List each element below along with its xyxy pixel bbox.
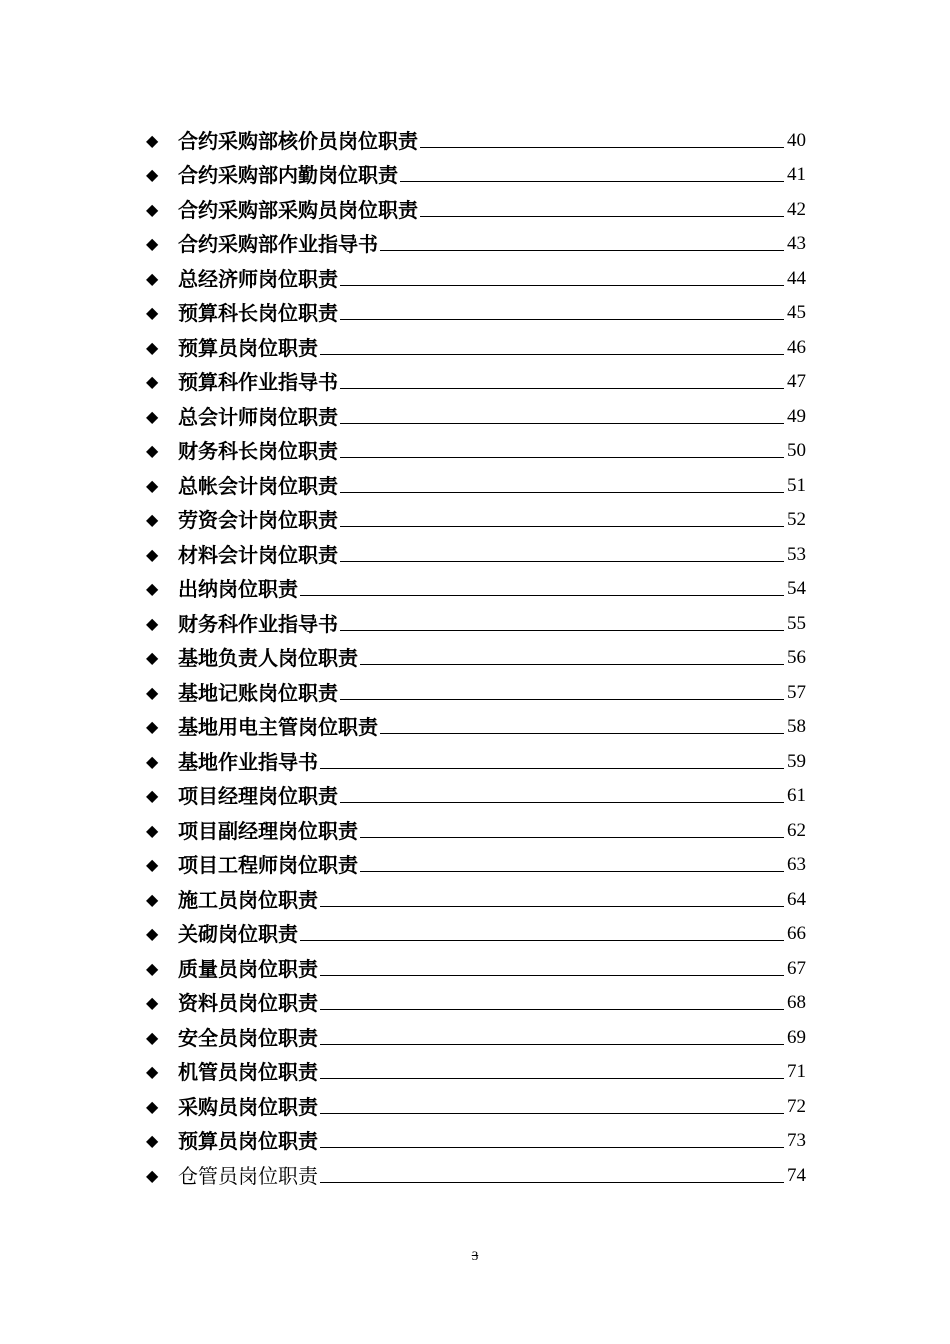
toc-entry-title: 仓管员岗位职责 <box>178 1163 318 1188</box>
toc-entry-title: 关砌岗位职责 <box>178 922 298 946</box>
diamond-bullet-icon: ◆ <box>146 130 159 150</box>
diamond-bullet-icon: ◆ <box>146 199 159 219</box>
toc-leader-line <box>340 284 784 286</box>
toc-leader-line <box>320 1112 784 1114</box>
toc-entry[interactable] <box>144 844 806 879</box>
diamond-bullet-icon: ◆ <box>146 682 159 702</box>
diamond-bullet-icon: ◆ <box>146 268 159 288</box>
diamond-bullet-icon: ◆ <box>146 613 159 633</box>
diamond-bullet-icon: ◆ <box>146 337 159 357</box>
toc-leader-line <box>300 594 784 596</box>
diamond-bullet-icon: ◆ <box>146 475 159 495</box>
toc-entry-page: 51 <box>787 474 806 496</box>
toc-entry-title: 财务科作业指导书 <box>178 611 338 636</box>
toc-leader-line <box>320 1043 784 1045</box>
toc-entry-page: 44 <box>787 267 806 289</box>
toc-entry-page: 73 <box>787 1130 806 1151</box>
toc-entry[interactable] <box>144 775 806 810</box>
toc-entry-page: 64 <box>787 888 806 910</box>
toc-leader-line <box>320 1008 784 1010</box>
toc-entry-page: 45 <box>787 302 806 323</box>
toc-entry[interactable] <box>144 1085 806 1120</box>
toc-entry-page: 42 <box>787 198 806 220</box>
diamond-bullet-icon: ◆ <box>146 820 159 840</box>
toc-entry-page: 40 <box>787 129 806 151</box>
toc-entry-title: 质量员岗位职责 <box>178 956 318 981</box>
toc-leader-line <box>340 422 784 424</box>
toc-leader-line <box>340 698 784 700</box>
diamond-bullet-icon: ◆ <box>146 1027 159 1047</box>
diamond-bullet-icon: ◆ <box>146 406 159 426</box>
toc-leader-line <box>380 732 784 734</box>
toc-entry-page: 55 <box>787 612 806 634</box>
page-number: 3 <box>471 1248 479 1263</box>
diamond-bullet-icon: ◆ <box>146 855 159 874</box>
diamond-bullet-icon: ◆ <box>146 889 159 909</box>
toc-entry-title: 基地用电主管岗位职责 <box>178 715 378 739</box>
toc-entry-page: 41 <box>787 164 806 185</box>
toc-entry[interactable] <box>144 1051 806 1086</box>
toc-leader-line <box>340 387 784 389</box>
toc-entry[interactable] <box>144 533 806 568</box>
toc-entry-title: 安全员岗位职责 <box>178 1025 318 1050</box>
toc-entry-page: 57 <box>787 681 806 703</box>
diamond-bullet-icon: ◆ <box>146 1131 159 1150</box>
toc-entry-page: 69 <box>787 1026 806 1048</box>
toc-leader-line <box>300 939 784 941</box>
diamond-bullet-icon: ◆ <box>146 1165 159 1185</box>
toc-entry-page: 54 <box>787 578 806 599</box>
toc-entry[interactable] <box>144 395 806 430</box>
toc-entry-title: 合约采购部内勤岗位职责 <box>178 163 398 187</box>
diamond-bullet-icon: ◆ <box>146 1062 159 1081</box>
toc-entry[interactable] <box>144 223 806 258</box>
toc-leader-line <box>340 491 784 493</box>
diamond-bullet-icon: ◆ <box>146 924 159 943</box>
toc-leader-line <box>320 767 784 769</box>
toc-leader-line <box>340 801 784 803</box>
toc-entry-page: 53 <box>787 543 806 565</box>
toc-leader-line <box>400 180 784 182</box>
toc-entry[interactable] <box>144 568 806 603</box>
toc-entry[interactable] <box>144 1016 806 1051</box>
toc-entry[interactable] <box>144 706 806 741</box>
diamond-bullet-icon: ◆ <box>146 441 159 460</box>
toc-entry[interactable] <box>144 913 806 948</box>
toc-entry-title: 机管员岗位职责 <box>178 1060 318 1084</box>
toc-entry[interactable] <box>144 671 806 706</box>
diamond-bullet-icon: ◆ <box>146 579 159 598</box>
toc-entry-title: 采购员岗位职责 <box>178 1094 318 1119</box>
toc-entry-page: 74 <box>787 1164 806 1186</box>
toc-entry[interactable] <box>144 119 806 154</box>
toc-leader-line <box>320 905 784 907</box>
toc-entry-title: 施工员岗位职责 <box>178 887 318 912</box>
toc-leader-line <box>340 629 784 631</box>
toc-entry[interactable] <box>144 602 806 637</box>
toc-entry-page: 61 <box>787 785 806 806</box>
toc-leader-line <box>320 974 784 976</box>
diamond-bullet-icon: ◆ <box>146 958 159 978</box>
toc-entry-title: 财务科长岗位职责 <box>178 439 338 463</box>
diamond-bullet-icon: ◆ <box>146 165 159 184</box>
toc-leader-line <box>340 525 784 527</box>
toc-entry-title: 出纳岗位职责 <box>178 577 298 601</box>
diamond-bullet-icon: ◆ <box>146 648 159 667</box>
toc-entry-title: 基地记账岗位职责 <box>178 680 338 705</box>
toc-entry-page: 49 <box>787 405 806 427</box>
toc-entry-title: 预算科长岗位职责 <box>178 301 338 325</box>
toc-entry-page: 71 <box>787 1061 806 1082</box>
toc-leader-line <box>360 663 784 665</box>
diamond-bullet-icon: ◆ <box>146 544 159 564</box>
toc-entry-page: 72 <box>787 1095 806 1117</box>
toc-leader-line <box>340 560 784 562</box>
toc-entry-title: 总帐会计岗位职责 <box>178 473 338 498</box>
toc-entry-page: 68 <box>787 992 806 1013</box>
toc-entry-title: 总会计师岗位职责 <box>178 404 338 429</box>
toc-entry[interactable] <box>144 154 806 189</box>
toc-entry-page: 50 <box>787 440 806 461</box>
toc-leader-line <box>340 456 784 458</box>
toc-entry[interactable] <box>144 740 806 775</box>
diamond-bullet-icon: ◆ <box>146 751 159 771</box>
toc-entry-title: 预算员岗位职责 <box>178 335 318 360</box>
toc-entry-page: 47 <box>787 371 806 392</box>
toc-entry-title: 项目副经理岗位职责 <box>178 818 358 843</box>
toc-entry-page: 63 <box>787 854 806 875</box>
toc-entry[interactable] <box>144 430 806 465</box>
toc-entry-page: 43 <box>787 233 806 254</box>
diamond-bullet-icon: ◆ <box>146 510 159 529</box>
toc-entry-page: 66 <box>787 923 806 944</box>
diamond-bullet-icon: ◆ <box>146 1096 159 1116</box>
toc-entry-title: 合约采购部采购员岗位职责 <box>178 197 418 222</box>
toc-entry[interactable] <box>144 637 806 672</box>
toc-leader-line <box>320 1146 784 1148</box>
toc-entry-page: 67 <box>787 957 806 979</box>
toc-entry-title: 合约采购部作业指导书 <box>178 232 378 256</box>
toc-entry-title: 项目经理岗位职责 <box>178 784 338 808</box>
toc-entry[interactable] <box>144 361 806 396</box>
toc-leader-line <box>320 1077 784 1079</box>
toc-entry-title: 总经济师岗位职责 <box>178 266 338 291</box>
toc-entry-title: 资料员岗位职责 <box>178 991 318 1015</box>
toc-leader-line <box>320 353 784 355</box>
table-of-contents <box>144 119 806 1189</box>
toc-entry[interactable] <box>144 257 806 292</box>
diamond-bullet-icon: ◆ <box>146 993 159 1012</box>
toc-leader-line <box>420 146 784 148</box>
toc-entry[interactable] <box>144 878 806 913</box>
toc-entry[interactable] <box>144 326 806 361</box>
toc-entry-page: 52 <box>787 509 806 530</box>
toc-entry-title: 材料会计岗位职责 <box>178 542 338 567</box>
toc-leader-line <box>420 215 784 217</box>
toc-leader-line <box>360 836 784 838</box>
toc-entry-title: 基地作业指导书 <box>178 749 318 774</box>
toc-entry-title: 劳资会计岗位职责 <box>178 508 338 532</box>
diamond-bullet-icon: ◆ <box>146 372 159 391</box>
toc-leader-line <box>340 318 784 320</box>
toc-entry-page: 46 <box>787 336 806 358</box>
toc-entry-title: 基地负责人岗位职责 <box>178 646 358 670</box>
toc-entry[interactable] <box>144 188 806 223</box>
diamond-bullet-icon: ◆ <box>146 303 159 322</box>
toc-leader-line <box>320 1181 784 1183</box>
toc-entry[interactable] <box>144 1120 806 1155</box>
toc-entry[interactable] <box>144 982 806 1017</box>
diamond-bullet-icon: ◆ <box>146 234 159 253</box>
toc-entry[interactable] <box>144 947 806 982</box>
toc-leader-line <box>360 870 784 872</box>
toc-entry[interactable] <box>144 464 806 499</box>
toc-entry[interactable] <box>144 1154 806 1189</box>
toc-entry-title: 预算员岗位职责 <box>178 1129 318 1153</box>
toc-entry-page: 59 <box>787 750 806 772</box>
toc-entry-page: 56 <box>787 647 806 668</box>
toc-entry-title: 预算科作业指导书 <box>178 370 338 394</box>
toc-entry[interactable] <box>144 809 806 844</box>
diamond-bullet-icon: ◆ <box>146 717 159 736</box>
toc-leader-line <box>380 249 784 251</box>
toc-entry-page: 62 <box>787 819 806 841</box>
toc-entry-title: 项目工程师岗位职责 <box>178 853 358 877</box>
toc-entry-page: 58 <box>787 716 806 737</box>
diamond-bullet-icon: ◆ <box>146 786 159 805</box>
toc-entry[interactable] <box>144 292 806 327</box>
toc-entry-title: 合约采购部核价员岗位职责 <box>178 128 418 153</box>
toc-entry[interactable] <box>144 499 806 534</box>
